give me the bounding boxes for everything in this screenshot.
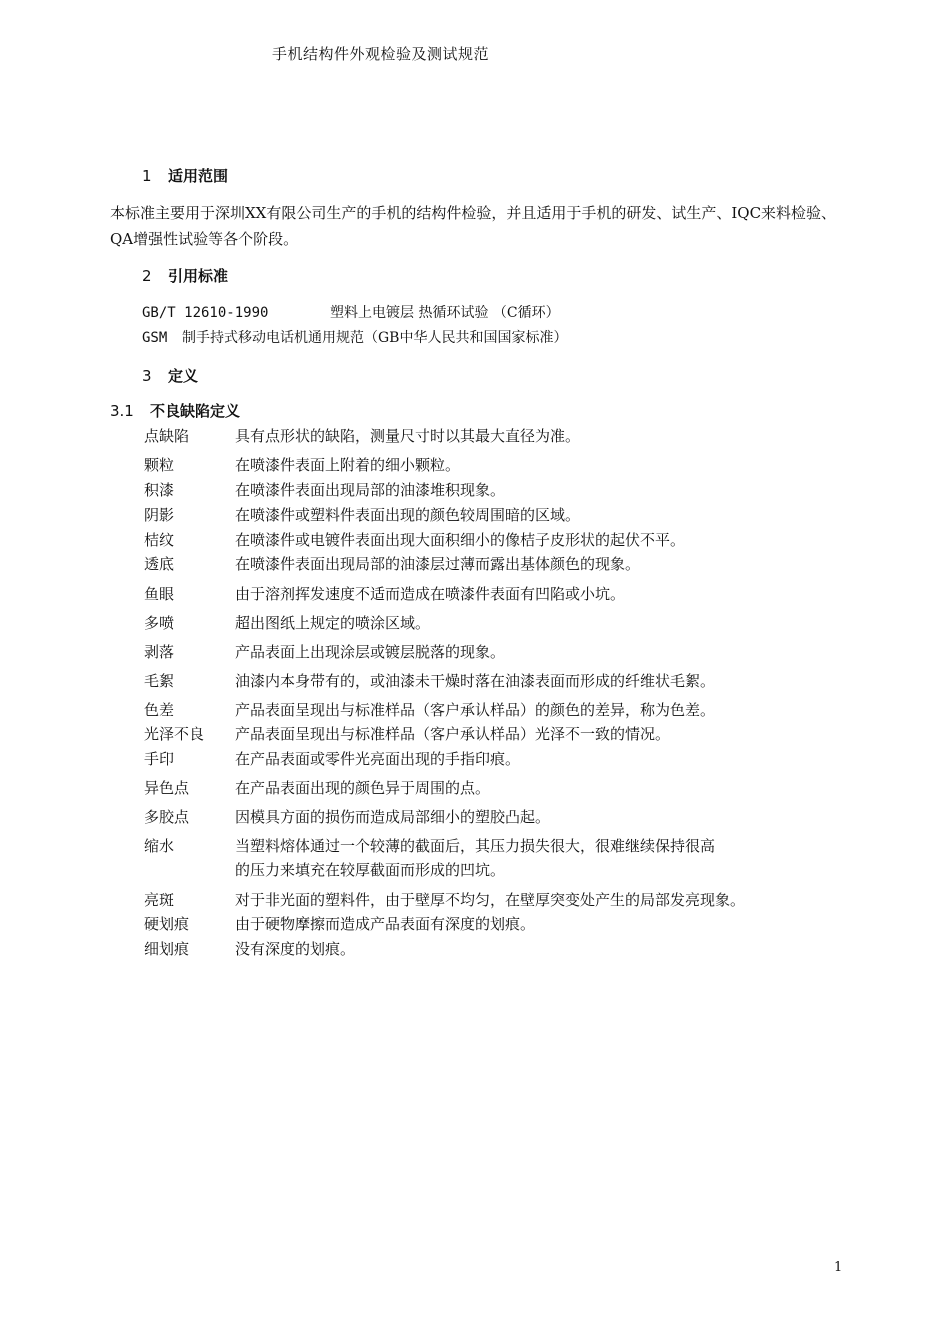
definition-term: 亮斑	[144, 891, 175, 909]
definition-term: 透底	[144, 555, 175, 573]
definition-text: 当塑料熔体通过一个较薄的截面后，其压力损失很大，很难继续保持很高	[235, 837, 716, 855]
definition-text: 在喷漆件或塑料件表面出现的颜色较周围暗的区域。	[235, 506, 581, 524]
subsection-heading	[110, 400, 240, 421]
definition-term: 光泽不良	[144, 725, 205, 743]
definition-text: 没有深度的划痕。	[235, 940, 356, 958]
definition-term: 异色点	[144, 779, 190, 797]
reference-description: 制手持式移动电话机通用规范（GB中华人民共和国国家标准）	[182, 330, 568, 346]
subsection-title: 不良缺陷定义	[150, 402, 241, 420]
reference-code: GB/T 12610-1990	[142, 305, 269, 321]
definition-term: 颗粒	[144, 456, 175, 474]
subsection-number: 3.1	[110, 402, 134, 420]
page-number: 1	[834, 1260, 843, 1275]
definition-text-continued: 的压力来填充在较厚截面而形成的凹坑。	[235, 861, 506, 879]
definition-term: 多喷	[144, 614, 175, 632]
definition-text: 在喷漆件表面出现局部的油漆堆积现象。	[235, 481, 506, 499]
reference-item	[142, 302, 560, 322]
section-number: 1	[142, 167, 152, 185]
reference-code: GSM	[142, 330, 168, 346]
reference-description: 塑料上电镀层 热循环试验 （C循环）	[330, 305, 560, 321]
definition-term: 鱼眼	[144, 585, 175, 603]
definition-text: 在喷漆件表面出现局部的油漆层过薄而露出基体颜色的现象。	[235, 555, 641, 573]
definition-text: 由于溶剂挥发速度不适而造成在喷漆件表面有凹陷或小坑。	[235, 585, 626, 603]
definition-text: 超出图纸上规定的喷涂区域。	[235, 614, 431, 632]
reference-item	[142, 327, 567, 347]
definition-term: 手印	[144, 750, 175, 768]
scope-paragraph: 本标准主要用于深圳XX有限公司生产的手机的结构件检验，并且适用于手机的研发、试生产、IQC来料检验、QA增强性试验等各个阶段。	[110, 204, 837, 248]
definition-text: 在产品表面或零件光亮面出现的手指印痕。	[235, 750, 521, 768]
definition-text: 在喷漆件表面上附着的细小颗粒。	[235, 456, 461, 474]
section-title: 引用标准	[168, 267, 229, 285]
section-title: 定义	[168, 367, 199, 385]
definition-term: 多胶点	[144, 808, 190, 826]
section-number: 3	[142, 367, 152, 385]
definition-text: 因模具方面的损伤而造成局部细小的塑胶凸起。	[235, 808, 551, 826]
definition-text: 产品表面上出现涂层或镀层脱落的现象。	[235, 643, 506, 661]
definition-term: 剥落	[144, 643, 175, 661]
definition-term: 色差	[144, 701, 175, 719]
definition-term: 毛絮	[144, 672, 175, 690]
section-heading-definitions	[142, 365, 198, 386]
definition-term: 积漆	[144, 481, 175, 499]
definition-text: 产品表面呈现出与标准样品（客户承认样品）的颜色的差异，称为色差。	[235, 701, 716, 719]
definition-term: 细划痕	[144, 940, 190, 958]
definition-term: 点缺陷	[144, 427, 190, 445]
definition-text: 对于非光面的塑料件，由于壁厚不均匀，在壁厚突变处产生的局部发亮现象。	[235, 891, 746, 909]
section-heading-references	[142, 265, 228, 286]
definition-text: 在产品表面出现的颜色异于周围的点。	[235, 779, 491, 797]
section-number: 2	[142, 267, 152, 285]
definition-term: 硬划痕	[144, 915, 190, 933]
definition-text: 由于硬物摩擦而造成产品表面有深度的划痕。	[235, 915, 536, 933]
definition-text: 具有点形状的缺陷，测量尺寸时以其最大直径为准。	[235, 427, 581, 445]
section-title: 适用范围	[168, 167, 229, 185]
definition-term: 桔纹	[144, 531, 175, 549]
definition-term: 阴影	[144, 506, 175, 524]
definition-text: 油漆内本身带有的，或油漆未干燥时落在油漆表面而形成的纤维状毛絮。	[235, 672, 716, 690]
definition-term: 缩水	[144, 837, 175, 855]
definition-text: 在喷漆件或电镀件表面出现大面积细小的像桔子皮形状的起伏不平。	[235, 531, 686, 549]
definition-text: 产品表面呈现出与标准样品（客户承认样品）光泽不一致的情况。	[235, 725, 671, 743]
section-heading-scope	[142, 165, 228, 186]
page-header-title: 手机结构件外观检验及测试规范	[272, 45, 490, 63]
